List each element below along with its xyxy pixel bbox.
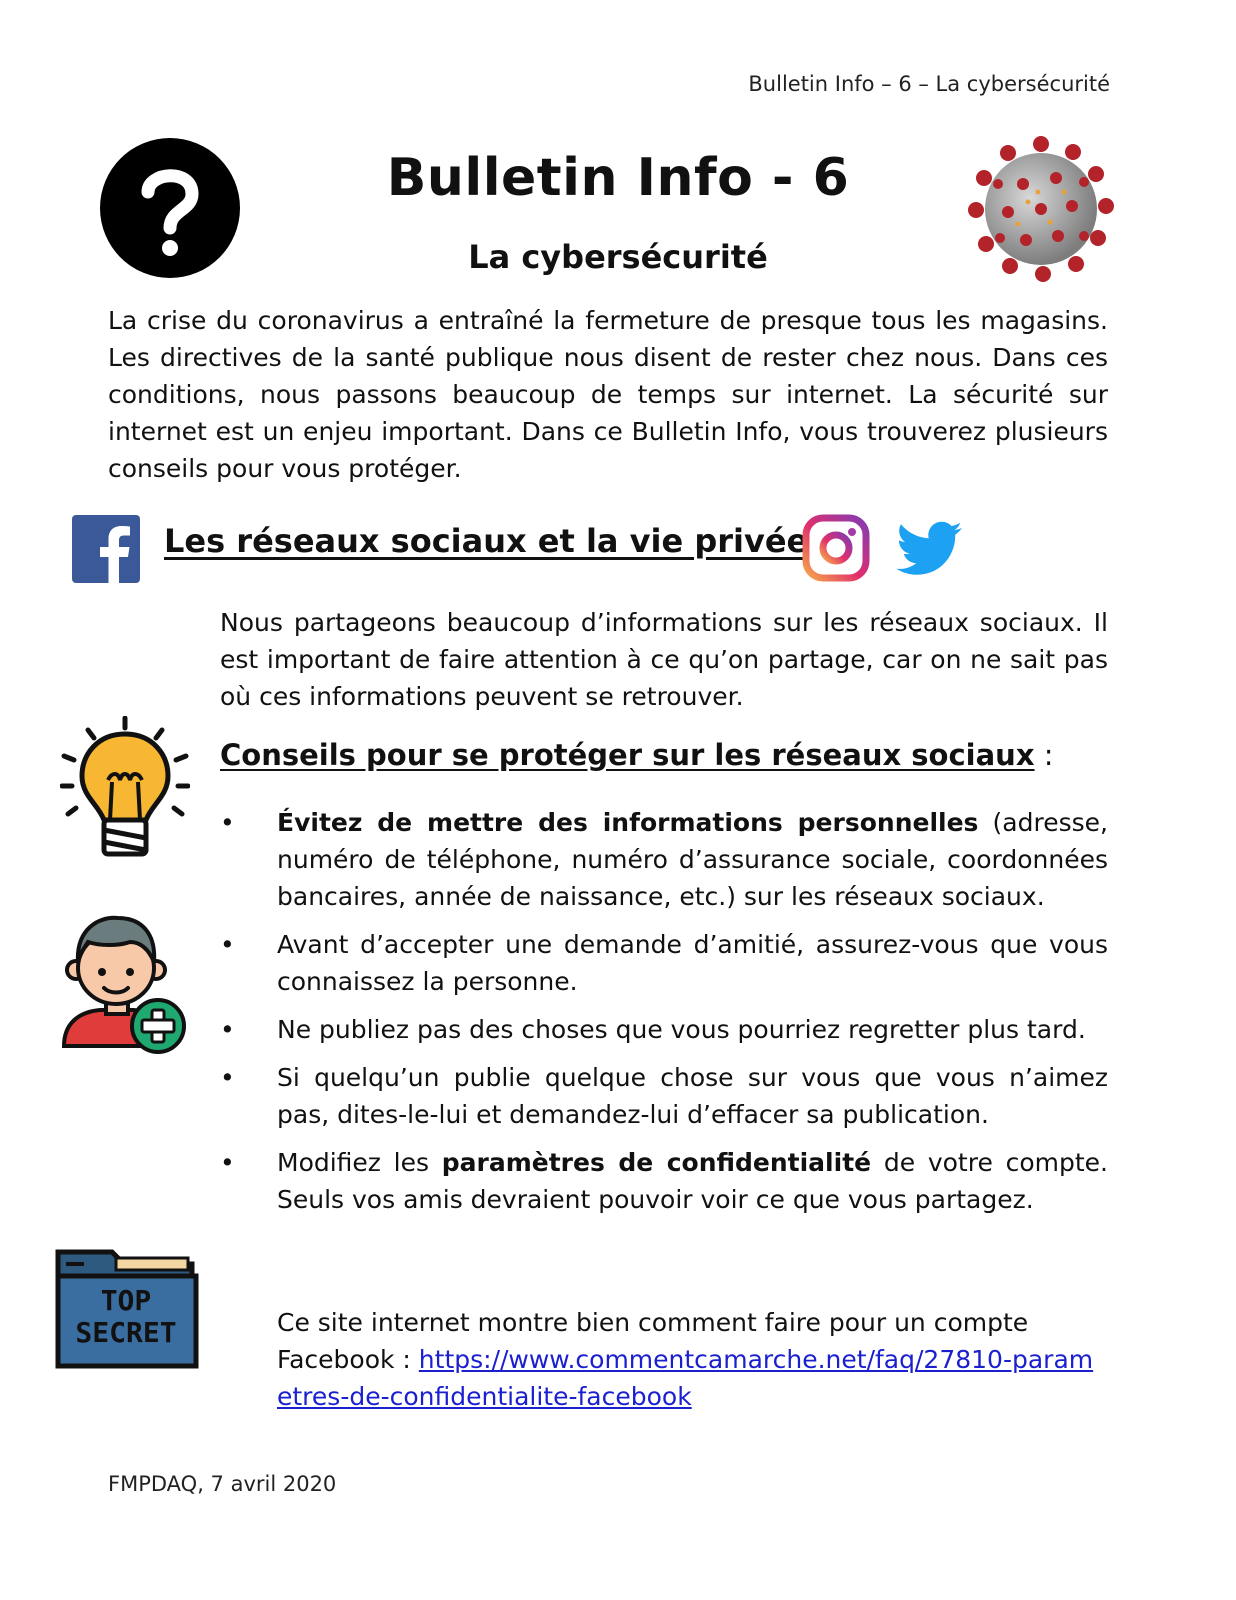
add-friend-icon — [60, 912, 190, 1058]
intro-paragraph: La crise du coronavirus a entraîné la fermeture de presque tous les magasins. Les directives de la santé publique nous disent de rester chez nous. Dans ces conditions, nous passons beaucoup de temps sur internet. La sécurité sur internet est un enjeu important. Dans ce Bulletin Info, vous trouverez plusieurs conseils pour vous protéger. — [108, 306, 1108, 483]
tip-text: (adresse, numéro de téléphone, numéro d’assurance sociale, coordonnées bancaires, année de naissance, etc.) sur les réseaux sociaux. — [277, 808, 1108, 911]
footer: FMPDAQ, 7 avril 2020 — [108, 1472, 337, 1496]
lightbulb-icon — [60, 716, 190, 862]
tips-heading — [220, 738, 1054, 772]
twitter-icon — [892, 520, 964, 580]
running-header: Bulletin Info – 6 – La cybersécurité — [748, 72, 1110, 96]
facebook-help-text: Ce site internet montre bien comment faire pour un compte Facebook : — [277, 1308, 1029, 1374]
facebook-icon — [72, 515, 140, 583]
bullet: • — [220, 930, 235, 959]
section-paragraph: Nous partageons beaucoup d’informations sur les réseaux sociaux. Il est important de faire attention à ce qu’on partage, car on ne sait pas où ces informations peuvent se retrouver. — [220, 608, 1108, 711]
tip-text: de votre compte. Seuls vos amis devraient pouvoir voir ce que vous partagez. — [277, 1148, 1108, 1214]
list-item — [220, 926, 1108, 1000]
facebook-help-paragraph — [277, 1304, 1108, 1415]
tip-text: Ne publiez pas des choses que vous pourriez regretter plus tard. — [277, 1015, 1086, 1044]
top-secret-text-2: SECRET — [75, 1316, 177, 1349]
privacy-settings-link[interactable]: https://www.commentcamarche.net/faq/27810-parametres-de-confidentialite-facebook — [277, 1345, 1094, 1411]
bullet: • — [220, 1063, 235, 1092]
tip-bold: paramètres de confidentialité — [441, 1148, 872, 1177]
list-item — [220, 804, 1108, 915]
bullet: • — [220, 808, 235, 837]
tip-bold: Évitez de mettre des informations personnelles — [277, 808, 979, 837]
list-item — [220, 1144, 1108, 1218]
tips-heading-text: Conseils pour se protéger sur les réseaux sociaux — [220, 738, 1035, 772]
top-secret-folder-icon — [54, 1246, 200, 1370]
list-item — [220, 1011, 1108, 1048]
top-secret-text-1: TOP — [100, 1284, 152, 1317]
list-item — [220, 1059, 1108, 1133]
tip-pre: Modifiez les — [277, 1148, 442, 1177]
tips-list — [220, 804, 1108, 1229]
tip-text: Si quelqu’un publie quelque chose sur vous que vous n’aimez pas, dites-le-lui et demandez-lui d’effacer sa publication. — [277, 1063, 1108, 1129]
bullet: • — [220, 1015, 235, 1044]
instagram-icon — [802, 514, 870, 582]
tips-heading-suffix: : — [1034, 738, 1054, 772]
page-title: Bulletin Info - 6 — [386, 148, 850, 208]
page-subtitle: La cybersécurité — [468, 238, 768, 276]
bullet: • — [220, 1148, 235, 1177]
tip-text: Avant d’accepter une demande d’amitié, assurez-vous que vous connaissez la personne. — [277, 930, 1108, 996]
section-title: Les réseaux sociaux et la vie privée — [164, 522, 809, 560]
